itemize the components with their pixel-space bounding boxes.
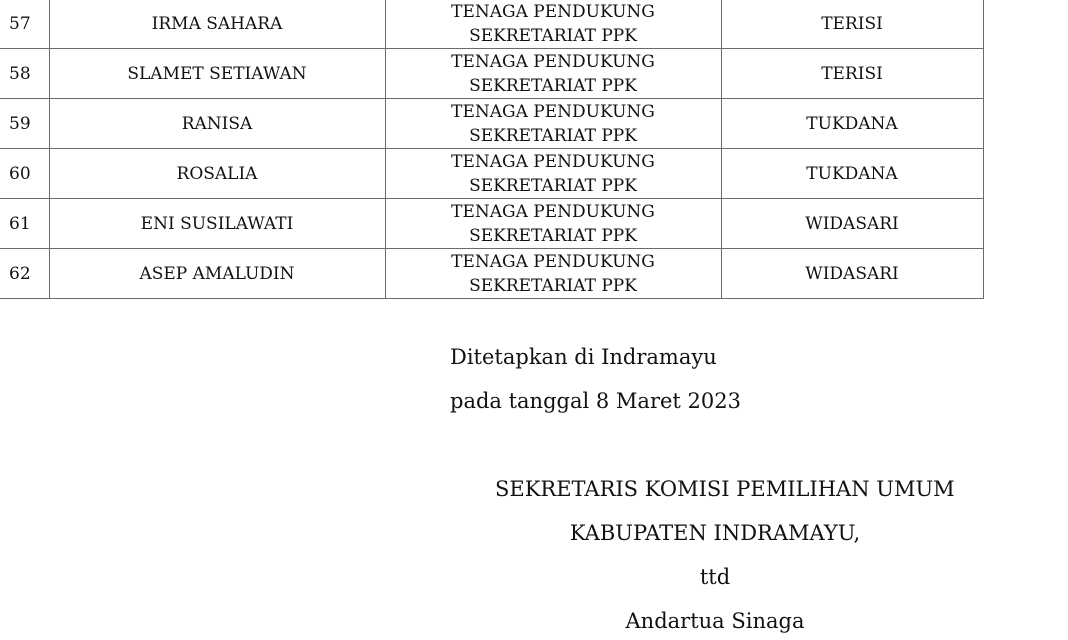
role-line-2: SEKRETARIAT PPK xyxy=(469,75,637,96)
table-row xyxy=(0,249,983,299)
role-cell xyxy=(385,49,721,99)
role-line-2: SEKRETARIAT PPK xyxy=(469,175,637,196)
role-cell xyxy=(385,0,721,49)
location-cell: TERISI xyxy=(721,0,983,49)
personnel-table-body xyxy=(0,0,983,299)
role-line-1: TENAGA PENDUKUNG xyxy=(451,201,655,222)
name-cell: ROSALIA xyxy=(49,149,385,199)
enactment-place: Ditetapkan di Indramayu xyxy=(450,345,717,369)
name-cell: SLAMET SETIAWAN xyxy=(49,49,385,99)
role-line-1: TENAGA PENDUKUNG xyxy=(451,1,655,22)
table-row xyxy=(0,149,983,199)
table-row xyxy=(0,49,983,99)
role-line-2: SEKRETARIAT PPK xyxy=(469,25,637,46)
personnel-table xyxy=(0,0,984,299)
role-line-2: SEKRETARIAT PPK xyxy=(469,225,637,246)
location-cell: WIDASARI xyxy=(721,199,983,249)
role-line-1: TENAGA PENDUKUNG xyxy=(451,101,655,122)
location-cell: TUKDANA xyxy=(721,99,983,149)
table-row xyxy=(0,0,983,49)
role-line-1: TENAGA PENDUKUNG xyxy=(451,51,655,72)
name-cell: RANISA xyxy=(49,99,385,149)
location-cell: TUKDANA xyxy=(721,149,983,199)
role-cell xyxy=(385,199,721,249)
location-cell: TERISI xyxy=(721,49,983,99)
role-line-1: TENAGA PENDUKUNG xyxy=(451,251,655,272)
row-number-cell: 62 xyxy=(0,249,49,299)
table-row xyxy=(0,99,983,149)
role-cell xyxy=(385,249,721,299)
name-cell: ENI SUSILAWATI xyxy=(49,199,385,249)
row-number-cell: 58 xyxy=(0,49,49,99)
signatory-name: Andartua Sinaga xyxy=(625,609,805,633)
signed-mark: ttd xyxy=(699,565,731,589)
location-cell: WIDASARI xyxy=(721,249,983,299)
row-number-cell: 61 xyxy=(0,199,49,249)
role-line-2: SEKRETARIAT PPK xyxy=(469,125,637,146)
signatory-title-line-1: SEKRETARIS KOMISI PEMILIHAN UMUM xyxy=(495,477,955,501)
enactment-date: pada tanggal 8 Maret 2023 xyxy=(450,389,741,413)
table-row xyxy=(0,199,983,249)
role-cell xyxy=(385,149,721,199)
signatory-title-line-2: KABUPATEN INDRAMAYU, xyxy=(569,521,861,545)
role-line-1: TENAGA PENDUKUNG xyxy=(451,151,655,172)
row-number-cell: 60 xyxy=(0,149,49,199)
name-cell: IRMA SAHARA xyxy=(49,0,385,49)
role-cell xyxy=(385,99,721,149)
role-line-2: SEKRETARIAT PPK xyxy=(469,275,637,296)
row-number-cell: 59 xyxy=(0,99,49,149)
name-cell: ASEP AMALUDIN xyxy=(49,249,385,299)
row-number-cell: 57 xyxy=(0,0,49,49)
